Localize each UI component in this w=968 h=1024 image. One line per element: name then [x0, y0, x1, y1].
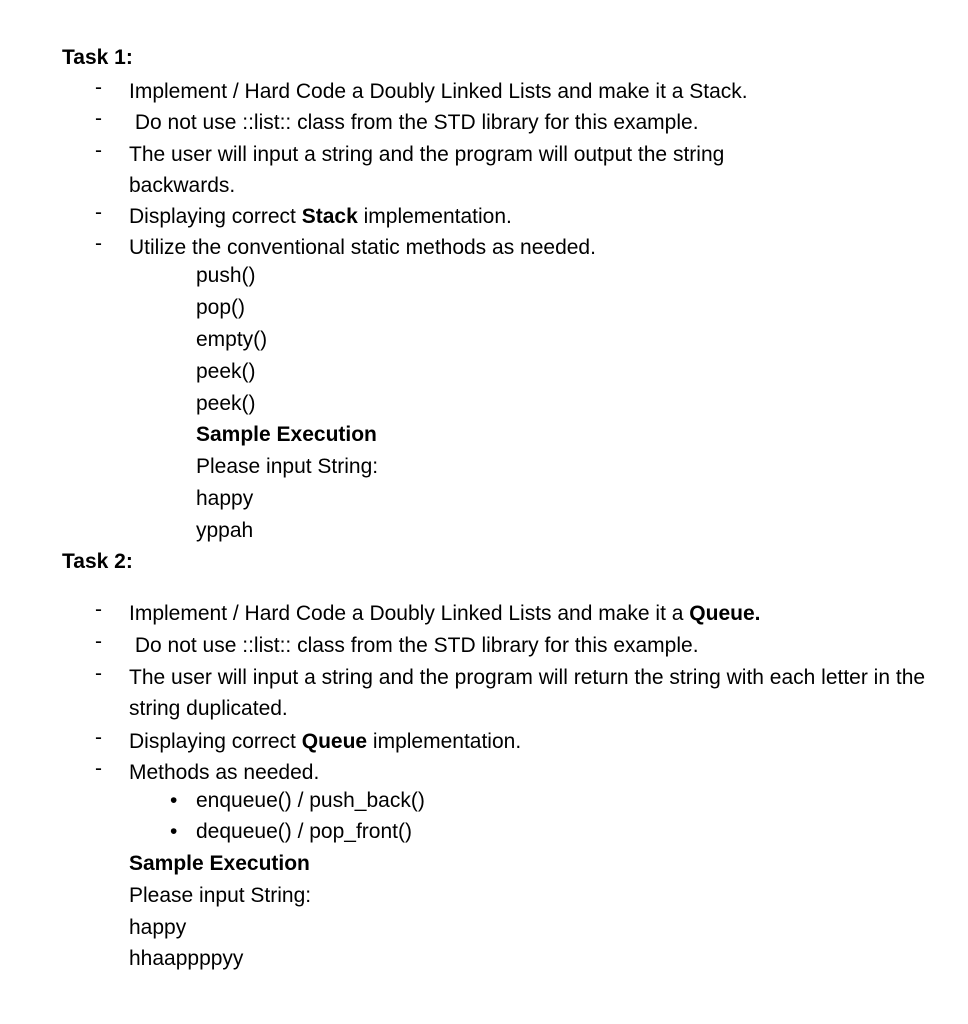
dash-marker: -	[95, 630, 102, 653]
task1-method-push: push()	[196, 264, 256, 287]
task2-method-dequeue-text: dequeue() / pop_front()	[196, 820, 412, 843]
task2-heading: Task 2:	[62, 550, 133, 573]
task2-method-enqueue-text: enqueue() / push_back()	[196, 789, 425, 812]
dash-marker: -	[95, 139, 102, 162]
task2-method-enqueue	[170, 789, 425, 813]
task2-method-dequeue	[170, 820, 412, 844]
task1-method-peek: peek()	[196, 360, 256, 383]
task1-bullet-3-text: The user will input a string and the program will output the string backwards.	[129, 143, 725, 197]
task2-sample-input: happy	[129, 916, 187, 939]
dash-marker: -	[95, 598, 102, 621]
task2-bullet-5-text: Methods as needed.	[129, 761, 320, 784]
task2-bullet-1-text	[129, 598, 928, 629]
bold-term-queue: Queue.	[689, 602, 761, 625]
task2-sample-prompt: Please input String:	[129, 884, 312, 907]
text-run: Implement / Hard Code a Doubly Linked Lists and make it a	[129, 602, 690, 625]
task2-bullet-2-text: Do not use ::list:: class from the STD library for this example.	[129, 634, 699, 657]
dash-marker: -	[95, 757, 102, 780]
task1-bullet-1-text: Implement / Hard Code a Doubly Linked Lists and make it a Stack.	[129, 80, 748, 103]
task1-sample-output: yppah	[196, 519, 254, 542]
text-run: implementation.	[367, 730, 522, 753]
dash-marker: -	[95, 201, 102, 224]
task1-heading: Task 1:	[62, 46, 133, 69]
task2-bullet-3-text: The user will input a string and the program will return the string with each letter in the string duplicated.	[129, 666, 926, 720]
task1-bullet-2-text: Do not use ::list:: class from the STD library for this example.	[129, 111, 699, 134]
bold-term-queue: Queue	[301, 730, 368, 753]
dash-marker: -	[95, 726, 102, 749]
text-run: Displaying correct	[129, 730, 302, 753]
dash-marker: -	[95, 76, 102, 99]
task1-sample-prompt: Please input String:	[196, 455, 379, 478]
task1-method-peek-2: peek()	[196, 392, 256, 415]
text-run: implementation.	[357, 205, 512, 228]
task2-sample-output: hhaappppyy	[129, 947, 244, 970]
task1-method-pop: pop()	[196, 296, 246, 319]
bullet-dot-icon: •	[170, 789, 178, 812]
task1-bullet-4-text	[129, 201, 928, 232]
task1-method-empty: empty()	[196, 328, 268, 351]
task1-sample-input: happy	[196, 487, 254, 510]
bold-term-stack: Stack	[301, 205, 358, 228]
task2-bullet-4-text	[129, 726, 928, 757]
bullet-dot-icon: •	[170, 820, 178, 843]
task1-bullet-5-text: Utilize the conventional static methods as needed.	[129, 236, 596, 259]
text-run: Displaying correct	[129, 205, 302, 228]
dash-marker: -	[95, 232, 102, 255]
task2-sample-title: Sample Execution	[129, 852, 310, 875]
dash-marker: -	[95, 662, 102, 685]
task1-sample-title: Sample Execution	[196, 423, 377, 446]
dash-marker: -	[95, 107, 102, 130]
